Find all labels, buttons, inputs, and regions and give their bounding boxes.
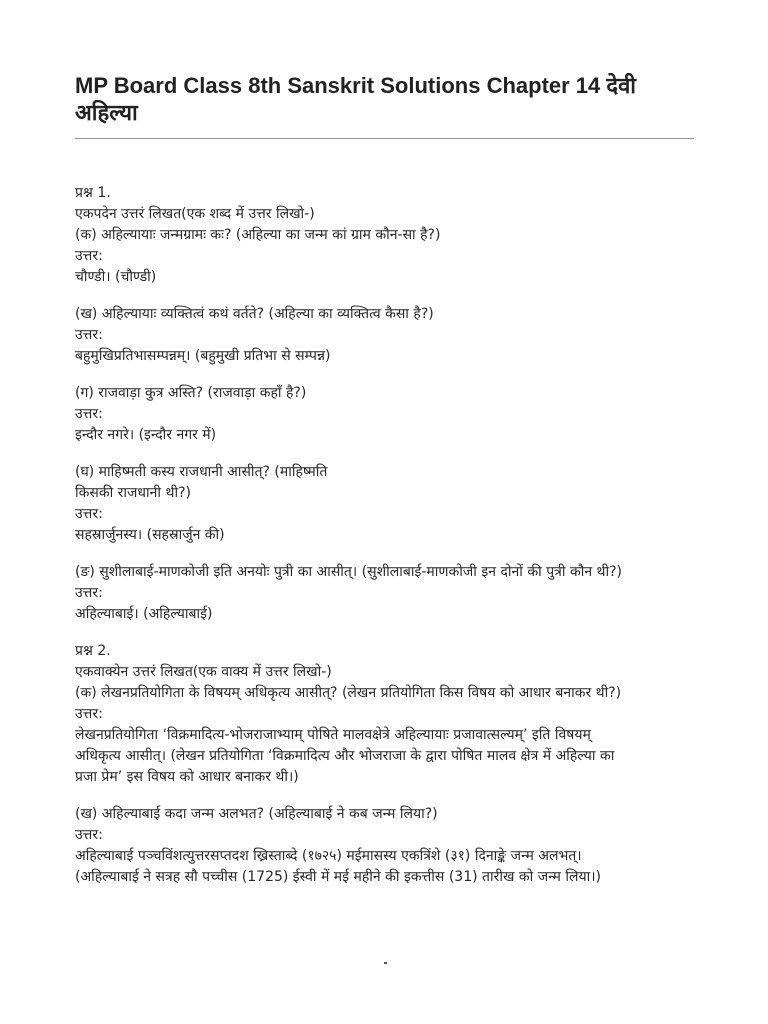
- article-content: [75, 183, 695, 888]
- sub-question-block: [75, 304, 695, 367]
- answer-label: उत्तर:: [75, 827, 103, 843]
- sub-question: (क) लेखनप्रतियोगिता के विषयम् अधिकृत्य आसीत्? (लेखन प्रतियोगिता किस विषय को आधार बनाकर थी?): [75, 685, 622, 701]
- sub-question-continued: किसकी राजधानी थी?): [75, 485, 191, 501]
- sub-question: (ख) अहिल्यायाः व्यक्तित्वं कथं वर्तते? (अहिल्या का व्यक्तित्व कैसा है?): [75, 306, 434, 322]
- answer-label: उत्तर:: [75, 406, 103, 422]
- question-2-block: [75, 641, 695, 788]
- document-page: [75, 0, 695, 904]
- question-1-block: [75, 183, 695, 288]
- question-instruction: एकवाक्येन उत्तरं लिखत(एक वाक्य में उत्तर लिखो-): [75, 664, 332, 680]
- sub-question-block: [75, 804, 695, 888]
- question-heading: प्रश्न 2.: [75, 643, 111, 659]
- answer-text-continued: प्रजा प्रेम’ इस विषय को आधार बनाकर थी।): [75, 769, 299, 785]
- answer-text-continued: अधिकृत्य आसीत्। (लेखन प्रतियोगिता ‘विक्रमादित्य और भोजराजा के द्वारा पोषित मालव क्षेत्र में अहिल्या का: [75, 748, 615, 764]
- title-divider: [75, 138, 694, 139]
- sub-question-block: [75, 462, 695, 546]
- sub-question: (ख) अहिल्याबाई कदा जन्म अलभत? (अहिल्याबाई ने कब जन्म लिया?): [75, 806, 438, 822]
- sub-question: (घ) माहिष्मती कस्य राजधानी आसीत्? (माहिष्मति: [75, 464, 328, 480]
- sub-question: (क) अहिल्यायाः जन्मग्रामः कः? (अहिल्या का जन्म कां ग्राम कौन-सा है?): [75, 227, 441, 243]
- answer-text: चौण्डी। (चौण्डी): [75, 269, 157, 285]
- answer-text: अहिल्याबाई पञ्चविंशत्युत्तरसप्तदश ख्रिस्ताब्दे (१७२५) मईमासस्य एकत्रिंशे (३१) दिनाङ्के जन्म अलभत्।: [75, 848, 582, 864]
- answer-text-continued: (अहिल्याबाई ने सत्रह सौ पच्चीस (1725) ईस्वी में मई महीने की इकत्तीस (31) तारीख को जन्म लिया।): [75, 869, 601, 885]
- page-title-line-1: MP Board Class 8th Sanskrit Solutions Chapter 14 देवी: [75, 73, 637, 98]
- answer-label: उत्तर:: [75, 706, 103, 722]
- sub-question: (ग) राजवाड़ा कुत्र अस्ति? (राजवाड़ा कहाँ है?): [75, 385, 307, 401]
- answer-label: उत्तर:: [75, 506, 103, 522]
- answer-text: लेखनप्रतियोगिता ‘विक्रमादित्य-भोजराजाभ्याम् पोषिते मालवक्षेत्रे अहिल्यायाः प्रजावात्सल्यम्’ इति विषयम्: [75, 727, 591, 743]
- sub-question-block: [75, 383, 695, 446]
- answer-label: उत्तर:: [75, 585, 103, 601]
- page-title: [75, 72, 695, 126]
- question-instruction: एकपदेन उत्तरं लिखत(एक शब्द में उत्तर लिखो-): [75, 206, 315, 222]
- answer-text: अहिल्याबाई। (अहिल्याबाई): [75, 606, 213, 622]
- answer-text: बहुमुखिप्रतिभासम्पन्नम्। (बहुमुखी प्रतिभा से सम्पन्न): [75, 348, 331, 364]
- answer-text: इन्दौर नगरे। (इन्दौर नगर में): [75, 427, 217, 443]
- page-mark: [384, 962, 387, 964]
- answer-label: उत्तर:: [75, 248, 103, 264]
- answer-text: सहस्रार्जुनस्य। (सहस्रार्जुन की): [75, 527, 225, 543]
- answer-label: उत्तर:: [75, 327, 103, 343]
- question-heading: प्रश्न 1.: [75, 185, 111, 201]
- page-title-line-2: अहिल्या: [75, 100, 138, 125]
- sub-question-block: [75, 562, 695, 625]
- sub-question: (ङ) सुशीलाबाई-माणकोजी इति अनयोः पुत्री का आसीत्। (सुशीलाबाई-माणकोजी इन दोनों की पुत्री कौन थी?): [75, 564, 623, 580]
